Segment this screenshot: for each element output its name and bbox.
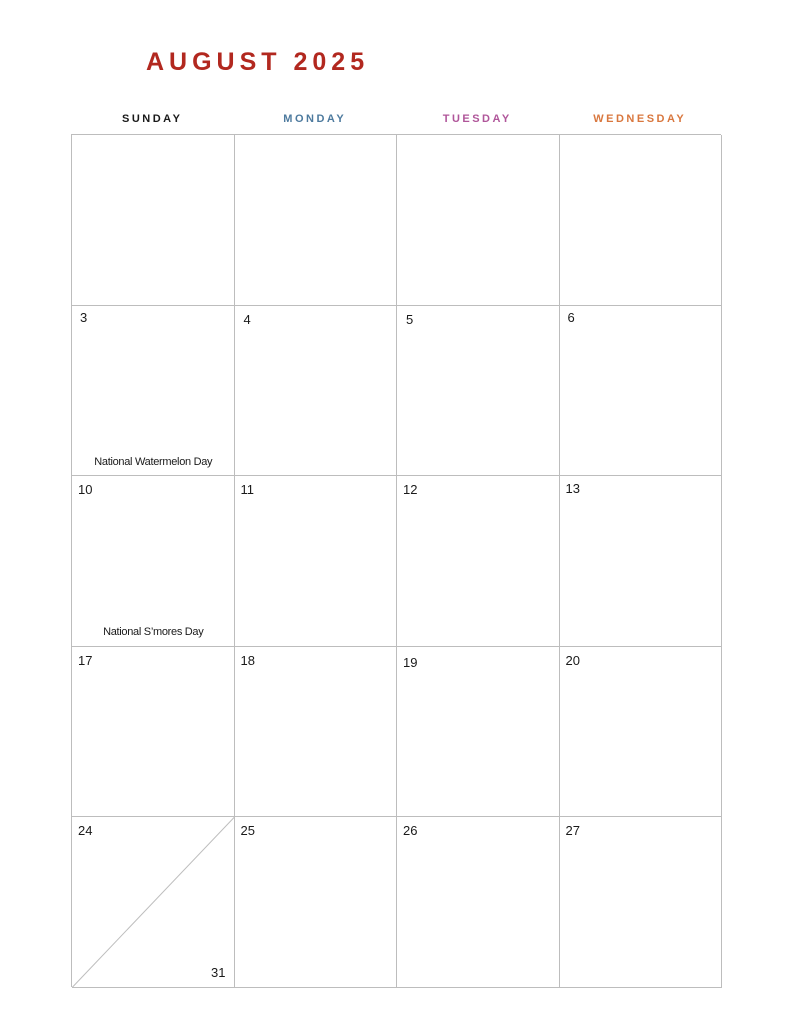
day-number: 4 [243,311,251,327]
day-number: 20 [565,652,580,668]
diagonal-split-line [72,817,235,988]
day-cell-25[interactable] [235,817,398,988]
weekday-sunday: SUNDAY [122,113,183,125]
day-cell-27[interactable] [560,817,723,988]
day-number: 25 [240,823,255,839]
day-cell-26[interactable] [397,817,560,988]
day-number: 12 [403,482,418,498]
weekday-tuesday: TUESDAY [442,113,512,125]
day-cell-11[interactable] [235,476,398,647]
day-cell-blank[interactable] [560,135,723,306]
event-label: National S’mores Day [103,626,204,639]
day-number: 27 [565,823,580,839]
day-cell-blank[interactable] [72,135,235,306]
day-number: 11 [240,482,254,498]
weekday-wednesday: WEDNESDAY [593,113,687,125]
day-cell-4[interactable] [235,306,398,477]
day-number: 13 [565,481,580,497]
day-number: 3 [80,309,88,325]
day-cell-12[interactable] [397,476,560,647]
day-number: 26 [403,823,418,839]
day-cell-6[interactable] [560,306,723,477]
month-title: AUGUST 2025 [146,48,370,76]
day-number: 18 [240,652,255,668]
day-cell-3[interactable] [72,306,235,477]
day-cell-blank[interactable] [397,135,560,306]
day-number: 6 [567,309,575,325]
day-number: 5 [406,311,414,327]
day-number: 19 [403,654,418,670]
day-cell-13[interactable] [560,476,723,647]
day-number: 24 [78,823,93,839]
weekday-header-row [71,113,721,129]
weekday-monday: MONDAY [283,113,347,125]
day-number: 10 [78,482,93,498]
day-cell-5[interactable] [397,306,560,477]
calendar-grid [71,134,721,987]
day-cell-20[interactable] [560,647,723,818]
day-number: 17 [78,652,93,668]
day-cell-10[interactable] [72,476,235,647]
day-cell-24-31-split[interactable] [72,817,235,988]
day-cell-blank[interactable] [235,135,398,306]
day-cell-17[interactable] [72,647,235,818]
split-day-number: 31 [211,965,226,981]
day-cell-18[interactable] [235,647,398,818]
event-label: National Watermelon Day [94,455,213,468]
day-cell-19[interactable] [397,647,560,818]
